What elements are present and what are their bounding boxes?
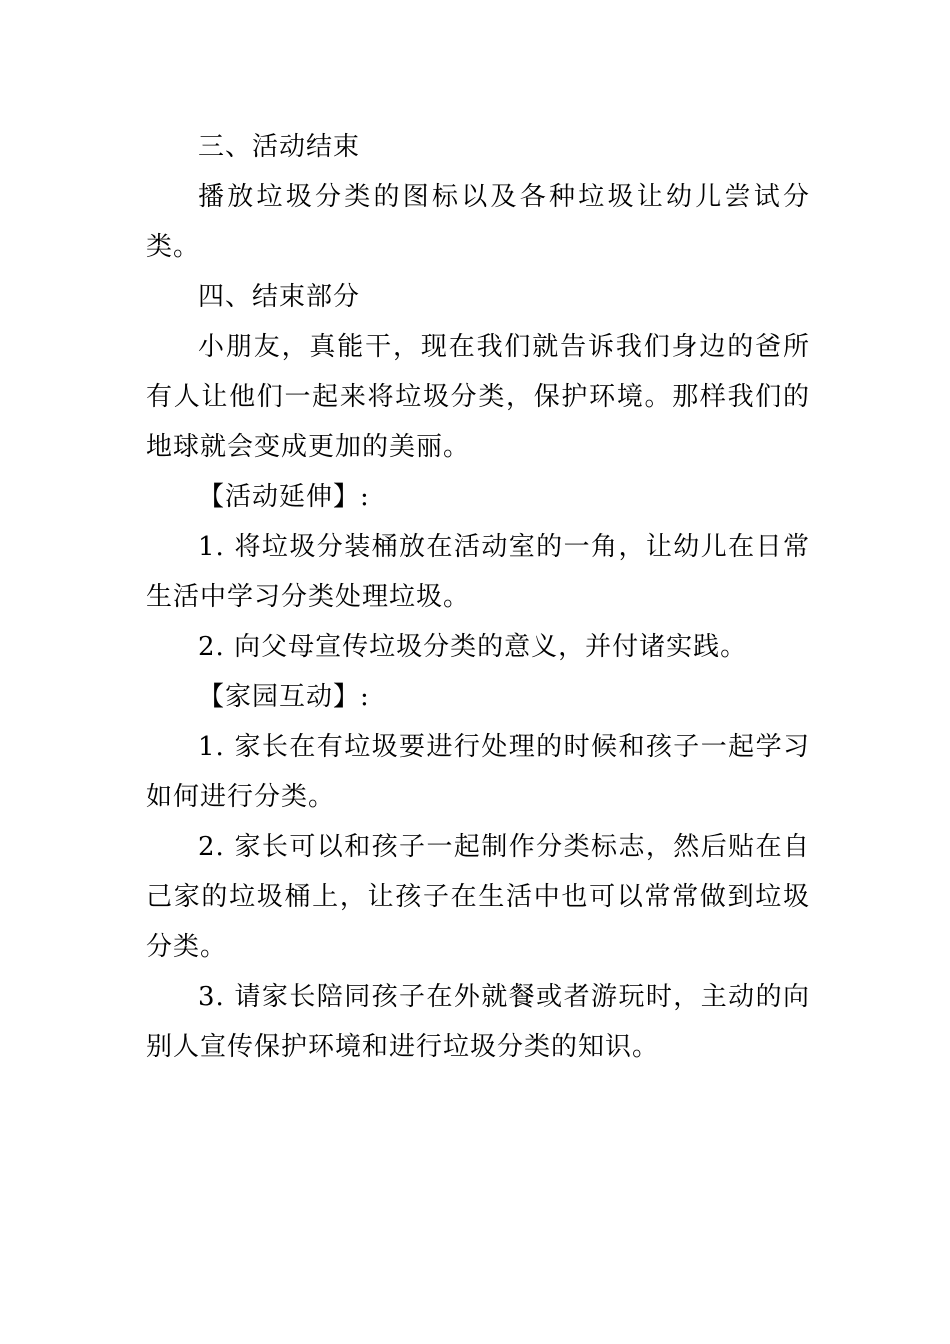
- paragraph-children-message: 小朋友，真能干，现在我们就告诉我们身边的爸所有人让他们一起来将垃圾分类，保护环境。那样我们的地球就会变成更加的美丽。: [146, 332, 810, 462]
- home-item-1: 1. 家长在有垃圾要进行处理的时候和孩子一起学习如何进行分类。: [146, 732, 810, 812]
- section-heading-ending-part: 四、结束部分: [198, 282, 361, 312]
- heading-activity-extension: 【活动延伸】:: [198, 482, 370, 512]
- section-heading-activity-end: 三、活动结束: [198, 132, 361, 162]
- paragraph-sorting-practice: 播放垃圾分类的图标以及各种垃圾让幼儿尝试分类。: [146, 182, 810, 262]
- extension-item-2: 2. 向父母宣传垃圾分类的意义，并付诸实践。: [198, 632, 748, 662]
- document-body: [146, 122, 810, 1072]
- heading-home-interaction: 【家园互动】:: [198, 682, 370, 712]
- extension-item-1: 1. 将垃圾分装桶放在活动室的一角，让幼儿在日常生活中学习分类处理垃圾。: [146, 532, 810, 612]
- home-item-2: 2. 家长可以和孩子一起制作分类标志，然后贴在自己家的垃圾桶上，让孩子在生活中也可以常常做到垃圾分类。: [146, 832, 810, 962]
- home-item-3: 3. 请家长陪同孩子在外就餐或者游玩时，主动的向别人宣传保护环境和进行垃圾分类的知识。: [146, 982, 810, 1062]
